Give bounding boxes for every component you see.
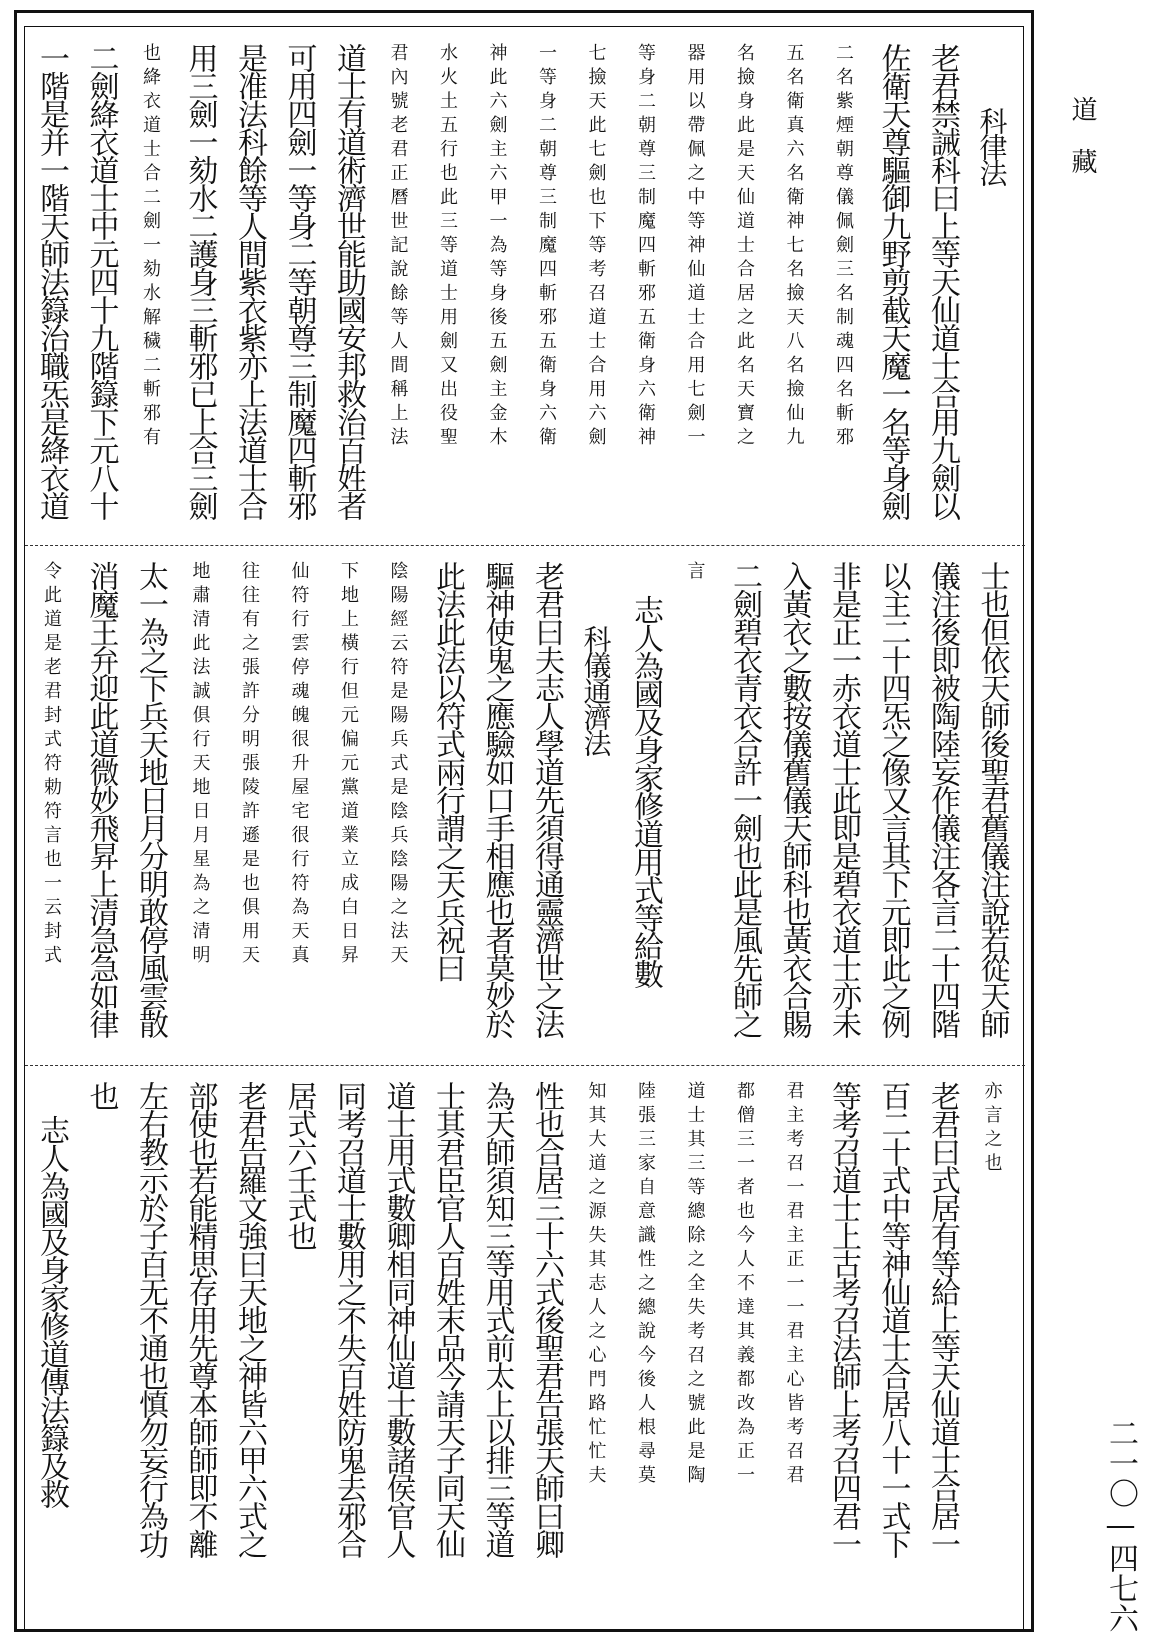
text-column: 太一為之下兵天地日月分明敢停風雲散 [133,561,168,1037]
text-column: 士也但依天師後聖君舊儀注說若從天師 [974,561,1010,1037]
page-number: 二一〇—四七六 [1103,1418,1138,1633]
text-column: 士其君臣官人百姓末品今請天子同天仙 [430,1081,465,1557]
text-column: 水火土五行也此三等道士用劍又出役聖 [437,43,458,451]
text-block [24,26,1024,1630]
text-column: 佐衛天尊驅御九野剪截天魔一名等身劍 [875,43,911,519]
text-column: 也 [83,1081,119,1109]
text-column: 陸張三家自意識性之總說今後人根尋莫 [635,1081,656,1489]
text-column: 君內號老君正曆世記說餘等人間稱上法 [387,43,409,451]
text-column: 可用四劍一等身二等朝尊三制魔四斬邪 [281,43,317,519]
text-column: 道士其三等總除之全失考召之號此是陶 [684,1081,706,1489]
text-column: 知其大道之源失其志人之心門路忙忙夫 [585,1081,607,1489]
text-column: 往往有之張許分明張陵許遜是也俱用天 [239,561,260,969]
text-column: 二劍絳衣道士中元四十九階籙下元八十 [83,43,119,519]
text-column: 志人為國及身家修道傳法籙及救 [34,1115,69,1507]
text-column: 也絳衣道士合二劍一劾水解穢二斬邪有 [140,43,161,451]
text-column: 部使也若能精思存用先尊本師師即不離 [182,1081,218,1557]
text-column: 入黃衣之數按儀舊儀天師科也黃衣合賜 [776,561,812,1037]
text-column: 為天師須知三等用式前太上以排三等道 [479,1081,515,1557]
text-column: 五名衛真六名衛神七名撿天八名撿仙九 [783,43,805,451]
text-column: 性也合居三十六式後聖君告張天師曰卿 [529,1081,564,1557]
text-column: 老君禁誡科曰上等天仙道士合用九劍以 [925,43,960,519]
text-column: 陰陽經云符是陽兵式是陰兵陰陽之法天 [387,561,409,969]
register-divider [25,545,1025,546]
text-column: 二劍碧衣青衣合許一劍也此是風先師之 [727,561,762,1037]
text-column: 是准法科餘等人間紫衣紫亦上法道士合 [232,43,267,519]
text-column: 儀注後即被陶陸妄作儀注各言二十四階 [925,561,960,1037]
text-column: 老君曰式居有等給上等天仙道士合居一 [925,1081,960,1557]
text-column: 老君告羅文強曰天地之神皆六甲六式之 [232,1081,267,1557]
text-column: 非是正一赤衣道士此即是碧衣道士亦未 [826,561,861,1037]
register-bottom [25,1081,1025,1581]
text-column: 神此六劍主六甲一為等身後五劍主金木 [486,43,508,451]
text-column: 一等身二朝尊三制魔四斬邪五衛身六衛 [536,43,557,451]
text-column: 科律法 [975,107,1009,185]
register-divider [25,1065,1025,1066]
text-column: 七撿天此七劍也下等考召道士合用六劍 [585,43,607,451]
text-column: 令此道是老君封式符勅符言也一云封式 [41,561,62,969]
text-column: 此法此法以符式兩行謂之天兵祝曰 [430,561,465,981]
text-column: 名撿身此是天仙道士合居之此名天寶之 [734,43,755,451]
text-column: 言 [684,561,706,585]
text-column: 驅神使鬼之應驗如口手相應也者莫妙於 [479,561,515,1037]
text-column: 道士用式數卿相同神仙道士數諸侯官人 [380,1081,416,1557]
text-column: 同考召道士數用之不失百姓防鬼去邪合 [331,1081,366,1557]
text-column: 道士有道術濟世能助國安邦救治百姓者 [331,43,366,519]
text-column: 下地上橫行但元偏元黨道業立成白日昇 [338,561,359,969]
text-column: 以主二十四炁之像又言其下元即此之例 [875,561,911,1037]
text-column: 消魔王弁迎此道微妙飛昇上清急急如律 [83,561,119,1037]
text-column: 君主考召一君主正一一君主心皆考召君 [783,1081,805,1489]
text-column: 左右教示於子百无不通也慎勿妄行為功 [133,1081,168,1557]
text-column: 一階是并一階天師法籙治職炁是絳衣道 [34,43,69,519]
text-column: 等身二朝尊三制魔四斬邪五衛身六衛神 [635,43,656,451]
text-column: 仙符行雲停魂魄很升屋宅很行符為天真 [288,561,310,969]
register-middle [25,561,1025,1061]
text-column: 老君曰夫志人學道先須得通靈濟世之法 [529,561,564,1037]
text-column: 居式六壬式也 [281,1081,317,1249]
text-column: 百二十式中等神仙道士合居八十一式下 [875,1081,911,1557]
text-column: 器用以帶佩之中等神仙道士合用七劍一 [684,43,706,451]
text-column: 都僧三一者也今人不達其義都改為正一 [734,1081,755,1489]
canon-title: 道藏 [1067,96,1097,200]
text-column: 用三劍一劾水二護身三斬邪已上合三劍 [182,43,218,519]
text-column: 地肅清此法誠俱行天地日月星為之清明 [189,561,211,969]
text-column: 科儀通濟法 [579,625,613,755]
text-column: 亦言之也 [981,1081,1003,1177]
register-top [25,43,1025,543]
text-column: 等考召道士上古考召法師上考召四君一 [826,1081,861,1557]
text-column: 二名紫煙朝尊儀佩劍三名制魂四名斬邪 [833,43,854,451]
text-column: 志人為國及身家修道用式等給數 [628,595,663,987]
